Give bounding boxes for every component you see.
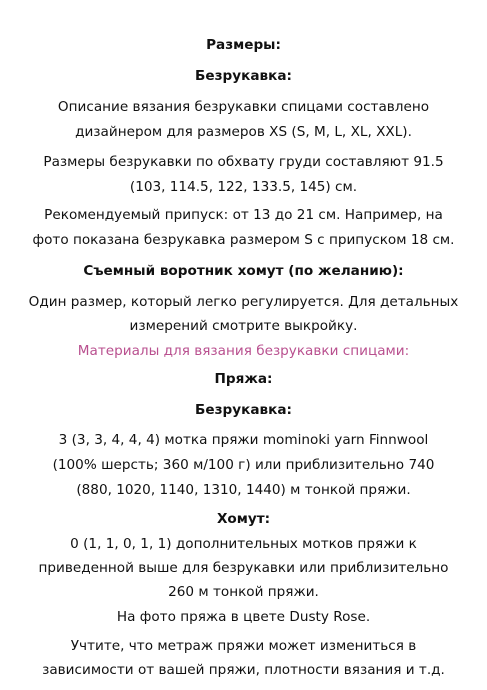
collar-heading: Съемный воротник хомут (по желанию):: [83, 263, 404, 279]
yarn-vest-line: (880, 1020, 1140, 1310, 1440) м тонкой пряжи.: [76, 482, 411, 498]
metrage-note-line: Учтите, что метраж пряжи может измениться в: [70, 638, 417, 654]
yarn-collar-line: 260 м тонкой пряжи.: [168, 584, 319, 600]
vest-sizes-line: (103, 114.5, 122, 133.5, 145) см.: [129, 179, 358, 195]
photo-color-note: На фото пряжа в цвете Dusty Rose.: [116, 609, 371, 625]
yarn-vest-heading: Безрукавка:: [195, 402, 292, 418]
vest-description-line: Описание вязания безрукавки спицами составлено: [57, 99, 430, 115]
yarn-vest-line: (100% шерсть; 360 м/100 г) или приблизительно 740: [52, 457, 435, 473]
vest-heading: Безрукавка:: [195, 68, 292, 84]
collar-description-line: измерений смотрите выкройку.: [129, 318, 358, 334]
ease-line: фото показана безрукавка размером S с припуском 18 см.: [32, 232, 455, 248]
yarn-collar-heading: Хомут:: [216, 511, 271, 527]
yarn-vest-line: 3 (3, 3, 4, 4, 4) мотка пряжи mominoki yarn Finnwool: [58, 432, 429, 448]
yarn-collar-line: приведенной выше для безрукавки или приблизительно: [38, 560, 449, 576]
sizes-heading: Размеры:: [206, 37, 281, 53]
vest-description-line: дизайнером для размеров XS (S, M, L, XL, XXL).: [75, 124, 412, 140]
vest-sizes-line: Размеры безрукавки по обхвату груди составляют 91.5: [43, 154, 444, 170]
yarn-heading: Пряжа:: [214, 371, 273, 387]
collar-description-line: Один размер, который легко регулируется. Для детальных: [28, 294, 459, 310]
ease-line: Рекомендуемый припуск: от 13 до 21 см. Например, на: [44, 207, 443, 223]
yarn-collar-line: 0 (1, 1, 0, 1, 1) дополнительных мотков пряжи к: [70, 536, 417, 552]
metrage-note-line: зависимости от вашей пряжи, плотности вязания и т.д.: [42, 662, 445, 678]
materials-heading: Материалы для вязания безрукавки спицами:: [77, 343, 410, 359]
